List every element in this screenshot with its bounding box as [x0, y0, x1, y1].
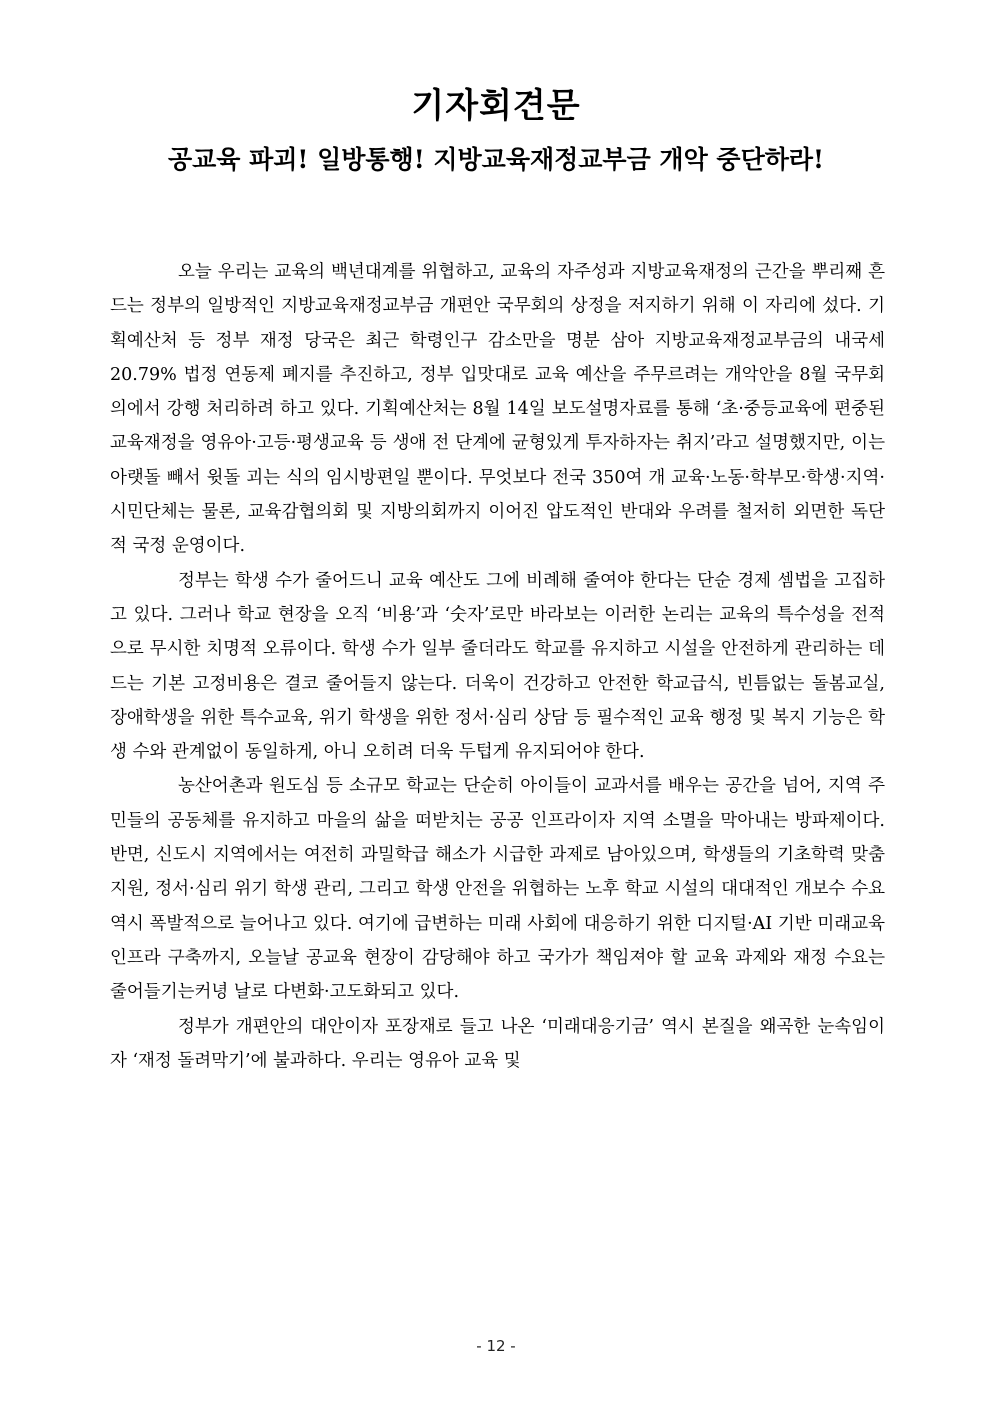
paragraph: 농산어촌과 원도심 등 소규모 학교는 단순히 아이들이 교과서를 배우는 공간을 넘어, 지역 주민들의 공동체를 유지하고 마을의 삶을 떠받치는 공공 인프라이자 지역 소멸을 막아내는 방파제이다. 반면, 신도시 지역에서는 여전히 과밀학급 해소가 시급한 과제로 남아있으며, 학생들의 기초학력 맞춤 지원, 정서·심리 위기 학생 관리, 그리고 학생 안전을 위협하는 노후 학교 시설의 대대적인 개보수 수요 역시 폭발적으로 늘어나고 있다. 여기에 급변하는 미래 사회에 대응하기 위한 디지털·AI 기반 미래교육 인프라 구축까지, 오늘날 공교육 현장이 감당해야 하고 국가가 책임져야 할 교육 과제와 재정 수요는 줄어들기는커녕 날로 다변화·고도화되고 있다. [110, 776, 885, 1003]
paragraph: 오늘 우리는 교육의 백년대계를 위협하고, 교육의 자주성과 지방교육재정의 근간을 뿌리째 흔드는 정부의 일방적인 지방교육재정교부금 개편안 국무회의 상정을 저지하기 위해 이 자리에 섰다. 기획예산처 등 정부 재정 당국은 최근 학령인구 감소만을 명분 삼아 지방교육재정교부금의 내국세 20.79% 법정 연동제 폐지를 추진하고, 정부 입맛대로 교육 예산을 주무르려는 개악안을 8월 국무회의에서 강행 처리하려 하고 있다. 기획예산처는 8월 14일 보도설명자료를 통해 ‘초·중등교육에 편중된 교육재정을 영유아·고등·평생교육 등 생애 전 단계에 균형있게 투자하자는 취지’라고 설명했지만, 이는 아랫돌 빼서 윗돌 괴는 식의 임시방편일 뿐이다. 무엇보다 전국 350여 개 교육·노동·학부모·학생·지역·시민단체는 물론, 교육감협의회 및 지방의회까지 이어진 압도적인 반대와 우려를 철저히 외면한 독단적 국정 운영이다. [110, 262, 885, 557]
page-number: - 12 - [476, 1337, 516, 1355]
document-title: 기자회견문 [411, 86, 581, 126]
paragraph: 정부는 학생 수가 줄어드니 교육 예산도 그에 비례해 줄여야 한다는 단순 경제 셈법을 고집하고 있다. 그러나 학교 현장을 오직 ‘비용’과 ‘숫자’로만 바라보는 이러한 논리는 교육의 특수성을 전적으로 무시한 치명적 오류이다. 학생 수가 일부 줄더라도 학교를 유지하고 시설을 안전하게 관리하는 데 드는 기본 고정비용은 결코 줄어들지 않는다. 더욱이 건강하고 안전한 학교급식, 빈틈없는 돌봄교실, 장애학생을 위한 특수교육, 위기 학생을 위한 정서·심리 상담 등 필수적인 교육 행정 및 복지 기능은 학생 수와 관계없이 동일하게, 아니 오히려 더욱 두텁게 유지되어야 한다. [110, 570, 885, 763]
paragraph: 정부가 개편안의 대안이자 포장재로 들고 나온 ‘미래대응기금’ 역시 본질을 왜곡한 눈속임이자 ‘재정 돌려막기’에 불과하다. 우리는 영유아 교육 및 [110, 1016, 885, 1071]
document-subtitle: 공교육 파괴! 일방통행! 지방교육재정교부금 개악 중단하라! [167, 145, 825, 174]
document-body [110, 255, 885, 1078]
